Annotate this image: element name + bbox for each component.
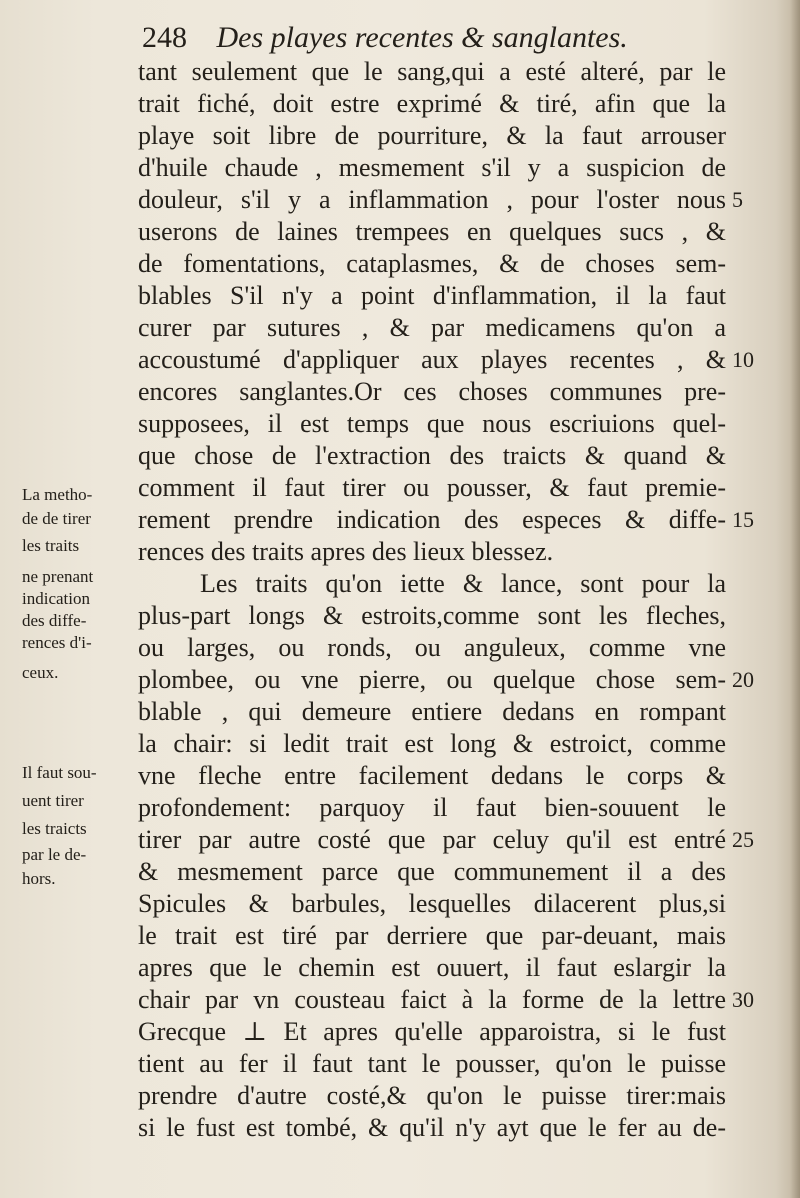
text-line: que chose de l'extraction des traicts & quand & xyxy=(138,441,726,470)
margin-note-line: Il faut sou- xyxy=(22,763,97,782)
text-line: comment il faut tirer ou pousser, & faut premie- xyxy=(138,473,726,502)
text-line: ou larges, ou ronds, ou anguleux, comme vne xyxy=(138,633,726,662)
page-number: 248 xyxy=(142,21,187,54)
page-edge-shadow xyxy=(790,0,800,1198)
text-line: Les traits qu'on iette & lance, sont pour la xyxy=(200,569,726,598)
margin-note-line: uent tirer xyxy=(22,791,84,810)
margin-note-line: les traicts xyxy=(22,819,87,838)
text-line: accoustumé d'appliquer aux playes recentes , & xyxy=(138,345,726,374)
line-number: 15 xyxy=(732,507,754,532)
text-line: plombee, ou vne pierre, ou quelque chose sem- xyxy=(138,665,726,694)
text-line: prendre d'autre costé,& qu'on le puisse tirer:mais xyxy=(138,1081,726,1110)
margin-note-line: de de tirer xyxy=(22,509,91,528)
text-line: userons de laines trempees en quelques sucs , & xyxy=(138,217,726,246)
text-line: rences des traits apres des lieux blessez. xyxy=(138,537,554,566)
running-title: Des playes recentes & sanglantes. xyxy=(216,21,628,54)
text-line: tant seulement que le sang,qui a esté alteré, par le xyxy=(138,57,726,86)
text-line: supposees, il est temps que nous escriuions quel- xyxy=(138,409,726,438)
text-line: curer par sutures , & par medicamens qu'on a xyxy=(138,313,726,342)
text-line: plus-part longs & estroits,comme sont les fleches, xyxy=(138,601,726,630)
text-line: encores sanglantes.Or ces choses communes pre- xyxy=(138,377,726,406)
text-line: profondement: parquoy il faut bien-souuent le xyxy=(138,793,726,822)
text-line: d'huile chaude , mesmement s'il y a suspicion de xyxy=(138,153,726,182)
line-number: 10 xyxy=(732,347,754,372)
text-line: de fomentations, cataplasmes, & de choses sem- xyxy=(138,249,726,278)
line-number: 30 xyxy=(732,987,754,1012)
text-line: tirer par autre costé que par celuy qu'il est entré xyxy=(138,825,726,854)
text-line: le trait est tiré par derriere que par-deuant, mais xyxy=(138,921,726,950)
text-line: Spicules & barbules, lesquelles dilacerent plus,si xyxy=(138,889,726,918)
margin-note-line: La metho- xyxy=(22,485,93,504)
text-line: Grecque ⊥ Et apres qu'elle apparoistra, si le fust xyxy=(138,1017,726,1046)
margin-note-line: des diffe- xyxy=(22,611,87,630)
text-line: blables S'il n'y a point d'inflammation, il la faut xyxy=(138,281,726,310)
text-line: blable , qui demeure entiere dedans en rompant xyxy=(138,697,726,726)
line-number: 5 xyxy=(732,187,743,212)
line-number: 20 xyxy=(732,667,754,692)
margin-note-line: ne prenant xyxy=(22,567,94,586)
text-line: apres que le chemin est ouuert, il faut eslargir la xyxy=(138,953,726,982)
text-line: chair par vn cousteau faict à la forme de la lettre xyxy=(138,985,726,1014)
margin-note-line: par le de- xyxy=(22,845,87,864)
margin-note-line: indication xyxy=(22,589,90,608)
text-line: & mesmement parce que communement il a des xyxy=(138,857,726,886)
margin-note-line: les traits xyxy=(22,536,80,555)
margin-note-line: hors. xyxy=(22,869,56,888)
text-line: si le fust est tombé, & qu'il n'y ayt que le fer au de- xyxy=(138,1113,726,1142)
text-line: rement prendre indication des especes & diffe- xyxy=(138,505,726,534)
text-line: la chair: si ledit trait est long & estroict, comme xyxy=(138,729,726,758)
text-line: vne fleche entre facilement dedans le corps & xyxy=(138,761,726,790)
line-number: 25 xyxy=(732,827,754,852)
text-line: tient au fer il faut tant le pousser, qu'on le puisse xyxy=(138,1049,726,1078)
text-line: douleur, s'il y a inflammation , pour l'oster nous xyxy=(138,185,726,214)
margin-note-line: rences d'i- xyxy=(22,633,92,652)
page-header xyxy=(142,16,662,60)
margin-note-line: ceux. xyxy=(22,663,59,682)
text-line: trait fiché, doit estre exprimé & tiré, afin que la xyxy=(138,89,726,118)
text-line: playe soit libre de pourriture, & la faut arrouser xyxy=(138,121,726,150)
